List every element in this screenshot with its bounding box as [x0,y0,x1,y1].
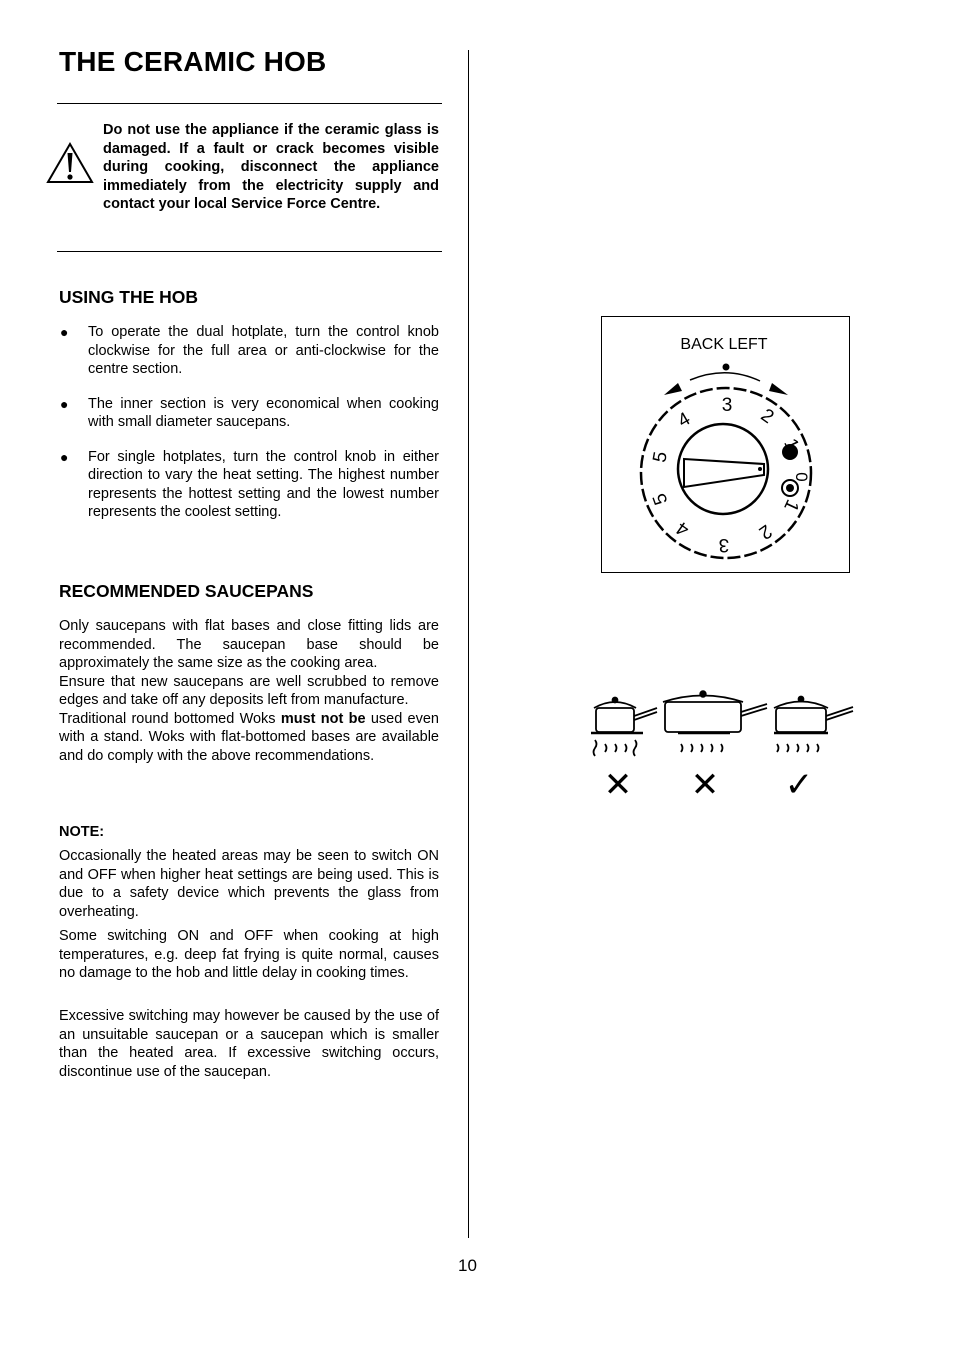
incorrect-mark-icon: ✕ [690,765,720,804]
knob-pointer [684,459,764,487]
top-divider [57,103,442,104]
knob-number: 3 [721,395,733,416]
clockwise-arrow-icon [769,383,788,395]
list-item [59,323,439,379]
list-item-text: The inner section is very economical when cooking with small diameter saucepans. [88,395,439,430]
knob-number: 1 [779,496,803,515]
knob-number: 4 [672,516,694,541]
bullet-icon: ● [60,324,69,340]
list-item [59,395,439,432]
note-paragraph-1: Occasionally the heated areas may be seen to switch ON and OFF when higher heat settings are being used. This is due to a safety device which prevents the glass from overheating. [59,848,439,920]
note-paragraph-3: Excessive switching may however be caused by the use of an unsuitable saucepan or a saucepan which is smaller than the heated area. If excessive switching occurs, discontinue use of the saucepan. [59,1008,439,1080]
knob-number: 2 [756,404,778,429]
page-title: THE CERAMIC HOB [59,46,327,77]
bullet-icon: ● [60,395,69,412]
bullet-icon: ● [60,448,69,465]
knob-number: 5 [649,490,673,508]
list-item [59,448,439,522]
knob-position-label: BACK LEFT [680,336,768,353]
small-saucepan-icon [591,698,657,757]
knob-number: 3 [718,534,730,555]
knob-off-label: 0 [792,472,811,482]
warning-triangle-icon [46,142,94,184]
using-hob-list [59,323,439,538]
saucepans-heading: RECOMMENDED SAUCEPANS [59,581,314,601]
large-saucepan-icon [663,691,767,752]
knob-body [678,424,768,514]
correct-mark-icon: ✓ [784,765,814,804]
knob-number: 1 [779,435,803,454]
column-divider [468,50,469,1238]
saucepans-text-2: Ensure that new saucepans are well scrubbed to remove edges and take off any deposits left from manufacture. [59,673,439,708]
saucepans-paragraph [59,617,439,765]
page-number: 10 [458,1256,477,1275]
control-knob-diagram [601,316,850,573]
warning-text: Do not use the appliance if the ceramic glass is damaged. If a fault or crack becomes visible during cooking, disconnect the appliance immediately from the electricity supply and contact your local Service Force Centre. [103,122,439,212]
note-paragraph-2: Some switching ON and OFF when cooking at high temperatures, e.g. deep fat frying is quite normal, causes no damage to the hob and little delay in cooking times. [59,928,439,981]
knob-number: 2 [754,519,776,544]
list-item-text: For single hotplates, turn the control knob in either direction to vary the heat setting. The highest number represents the hottest setting and the lowest number represents the coolest setting. [88,448,439,520]
saucepans-emphasis: must not be [280,710,366,727]
knob-number: 5 [649,450,672,465]
list-item-text: To operate the dual hotplate, turn the control knob clockwise for the full area or anti-clockwise for the centre section. [88,324,439,377]
knob-pointer-dot [758,467,762,471]
saucepan-diagram [585,686,860,804]
saucepans-text-3b: used even with a stand. Woks with flat-bottomed bases are available and do comply with the above recommendations. [59,710,439,764]
warning-bottom-divider [57,251,442,252]
saucepans-text-1: Only saucepans with flat bases and close fitting lids are recommended. The saucepan base should be approximately the same size as the cooking area. [59,618,439,671]
position-marker-icon [723,364,730,371]
rotation-arc [690,373,760,381]
incorrect-mark-icon: ✕ [603,765,633,804]
note-heading: NOTE: [59,824,105,840]
correct-saucepan-icon [774,697,853,753]
using-hob-heading: USING THE HOB [59,287,199,307]
anticlockwise-arrow-icon [664,383,682,395]
saucepans-text-3a: Traditional round bottomed Woks [59,710,281,727]
knob-number: 4 [674,408,695,432]
